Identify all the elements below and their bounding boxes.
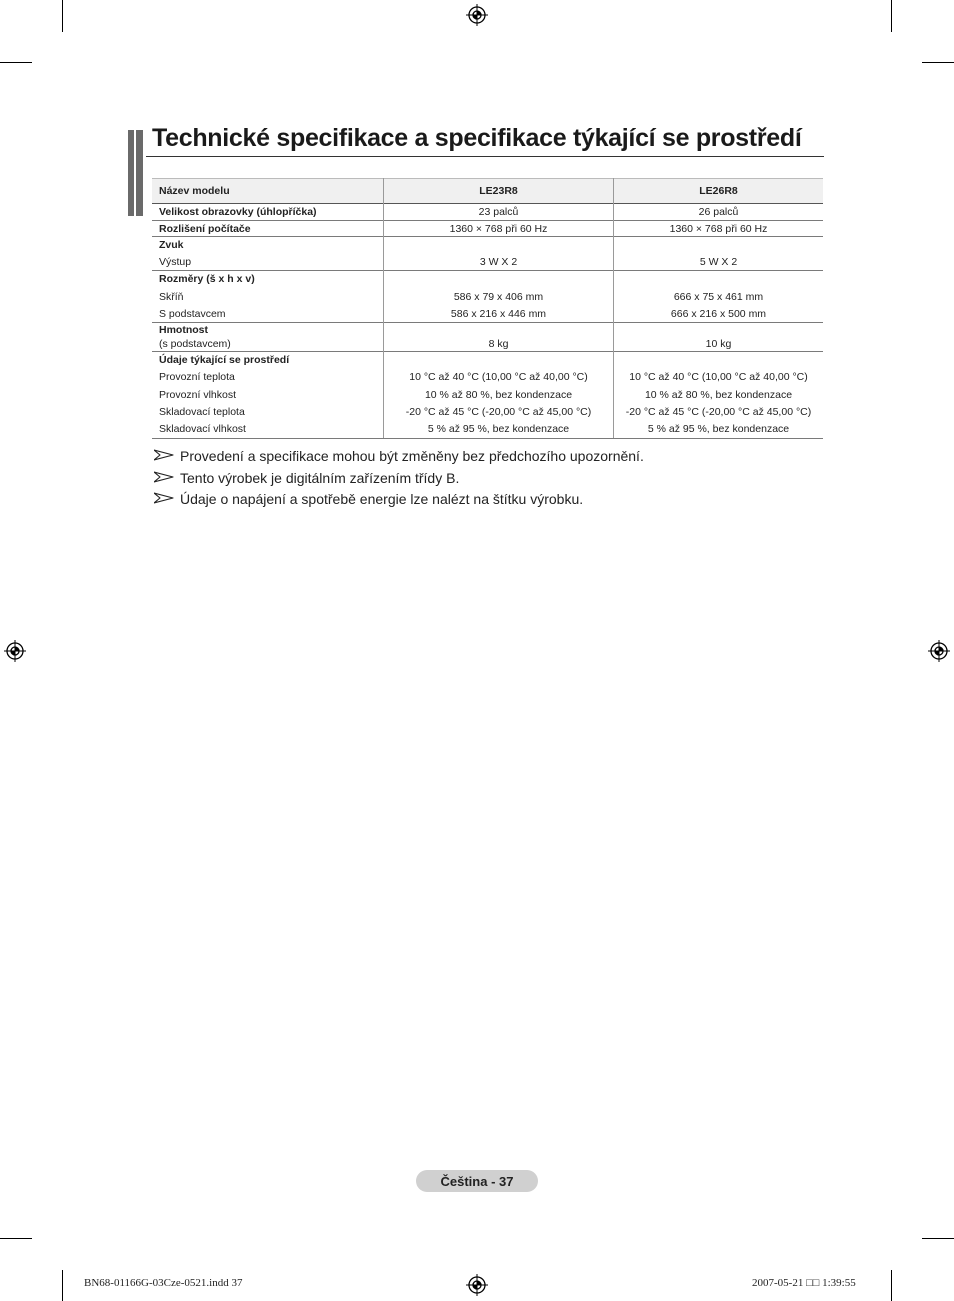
table-row: [152, 204, 823, 221]
registration-mark-icon: [466, 1274, 488, 1296]
crop-mark: [922, 1238, 954, 1239]
row-sub-label: S podstavcem: [152, 306, 384, 323]
table-row: [152, 254, 823, 271]
print-slug-filename: BN68-01166G-03Cze-0521.indd 37: [84, 1277, 243, 1289]
table-row: [152, 271, 823, 288]
crop-mark: [62, 0, 63, 32]
row-sub-label: Skladovací teplota: [152, 404, 384, 421]
row-label: Údaje týkající se prostředí: [152, 352, 384, 368]
row-sub-label: Provozní teplota: [152, 368, 384, 386]
crop-mark: [891, 1270, 892, 1301]
table-header-row: [152, 179, 823, 204]
cell-value: 10 % až 80 %, bez kondenzace: [644, 388, 793, 401]
table-row: [152, 404, 823, 421]
row-label: Rozlišení počítače: [152, 221, 384, 237]
row-label: Velikost obrazovky (úhlopříčka): [152, 204, 384, 221]
arrow-pointer-icon: [154, 471, 174, 483]
registration-mark-icon: [928, 640, 950, 662]
page-title: Technické specifikace a specifikace týkající se prostředí: [152, 124, 802, 152]
crop-mark: [0, 1238, 32, 1239]
cell-value: 666 x 216 x 500 mm: [670, 307, 767, 320]
crop-mark: [62, 1270, 63, 1301]
header-label: Název modelu: [152, 179, 384, 204]
title-underline: [146, 156, 824, 157]
crop-mark: [891, 0, 892, 32]
header-model-2: LE26R8: [614, 179, 824, 204]
arrow-pointer-icon: [154, 492, 174, 504]
cell-value: 5 % až 95 %, bez kondenzace: [614, 421, 824, 439]
cell-value: 586 x 79 x 406 mm: [384, 288, 614, 306]
spec-table: [152, 178, 823, 439]
cell-value: 666 x 75 x 461 mm: [673, 290, 764, 303]
note-text: Údaje o napájení a spotřebě energie lze nalézt na štítku výrobku.: [180, 491, 584, 507]
row-sub-label: Skladovací vlhkost: [152, 421, 384, 439]
table-row: [152, 337, 823, 352]
cell-value: 10 % až 80 %, bez kondenzace: [384, 386, 614, 404]
cell-value: 10 kg: [705, 337, 732, 350]
row-sub-label: (s podstavcem): [152, 337, 384, 352]
header-model-1: LE23R8: [384, 179, 614, 204]
registration-mark-icon: [466, 4, 488, 26]
cell-value: 1360 × 768 při 60 Hz: [614, 221, 824, 237]
table-row: [152, 237, 823, 254]
cell-value: -20 °C až 45 °C (-20,00 °C až 45,00 °C): [625, 406, 812, 418]
cell-value: 10 °C až 40 °C (10,00 °C až 40,00 °C): [629, 370, 808, 383]
table-row: [152, 368, 823, 386]
cell-value: 5 % až 95 %, bez kondenzace: [384, 421, 614, 439]
cell-value: 1360 × 768 při 60 Hz: [384, 221, 614, 237]
table-row: [152, 221, 823, 237]
table-row: [152, 323, 823, 337]
arrow-pointer-icon: [154, 449, 174, 461]
title-accent-bar: [128, 130, 144, 216]
note-text: Tento výrobek je digitálním zařízením třídy B.: [180, 470, 460, 486]
cell-value: 3 W X 2: [384, 254, 614, 271]
table-row: [152, 386, 823, 404]
page-number-badge: Čeština - 37: [416, 1170, 538, 1192]
table-row: [152, 288, 823, 306]
cell-value: 5 W X 2: [699, 255, 738, 268]
table-row: [152, 352, 823, 368]
cell-value: 586 x 216 x 446 mm: [384, 306, 614, 323]
row-sub-label: Skříň: [152, 288, 384, 306]
cell-value: 8 kg: [384, 337, 614, 352]
table-row: [152, 306, 823, 323]
print-slug-timestamp: 2007-05-21 □□ 1:39:55: [752, 1277, 856, 1289]
cell-value: 23 palců: [384, 204, 614, 221]
row-sub-label: Výstup: [152, 254, 384, 271]
crop-mark: [0, 62, 32, 63]
row-label: Zvuk: [152, 237, 384, 254]
cell-value: -20 °C až 45 °C (-20,00 °C až 45,00 °C): [384, 404, 614, 421]
cell-value: 26 palců: [614, 204, 824, 221]
row-sub-label: Provozní vlhkost: [152, 386, 384, 404]
crop-mark: [922, 62, 954, 63]
row-label: Rozměry (š x h x v): [152, 271, 384, 288]
table-row: [152, 421, 823, 439]
row-label: Hmotnost: [152, 323, 384, 337]
registration-mark-icon: [4, 640, 26, 662]
note-text: Provedení a specifikace mohou být změněny bez předchozího upozornění.: [180, 448, 644, 464]
cell-value: 10 °C až 40 °C (10,00 °C až 40,00 °C): [384, 368, 614, 386]
